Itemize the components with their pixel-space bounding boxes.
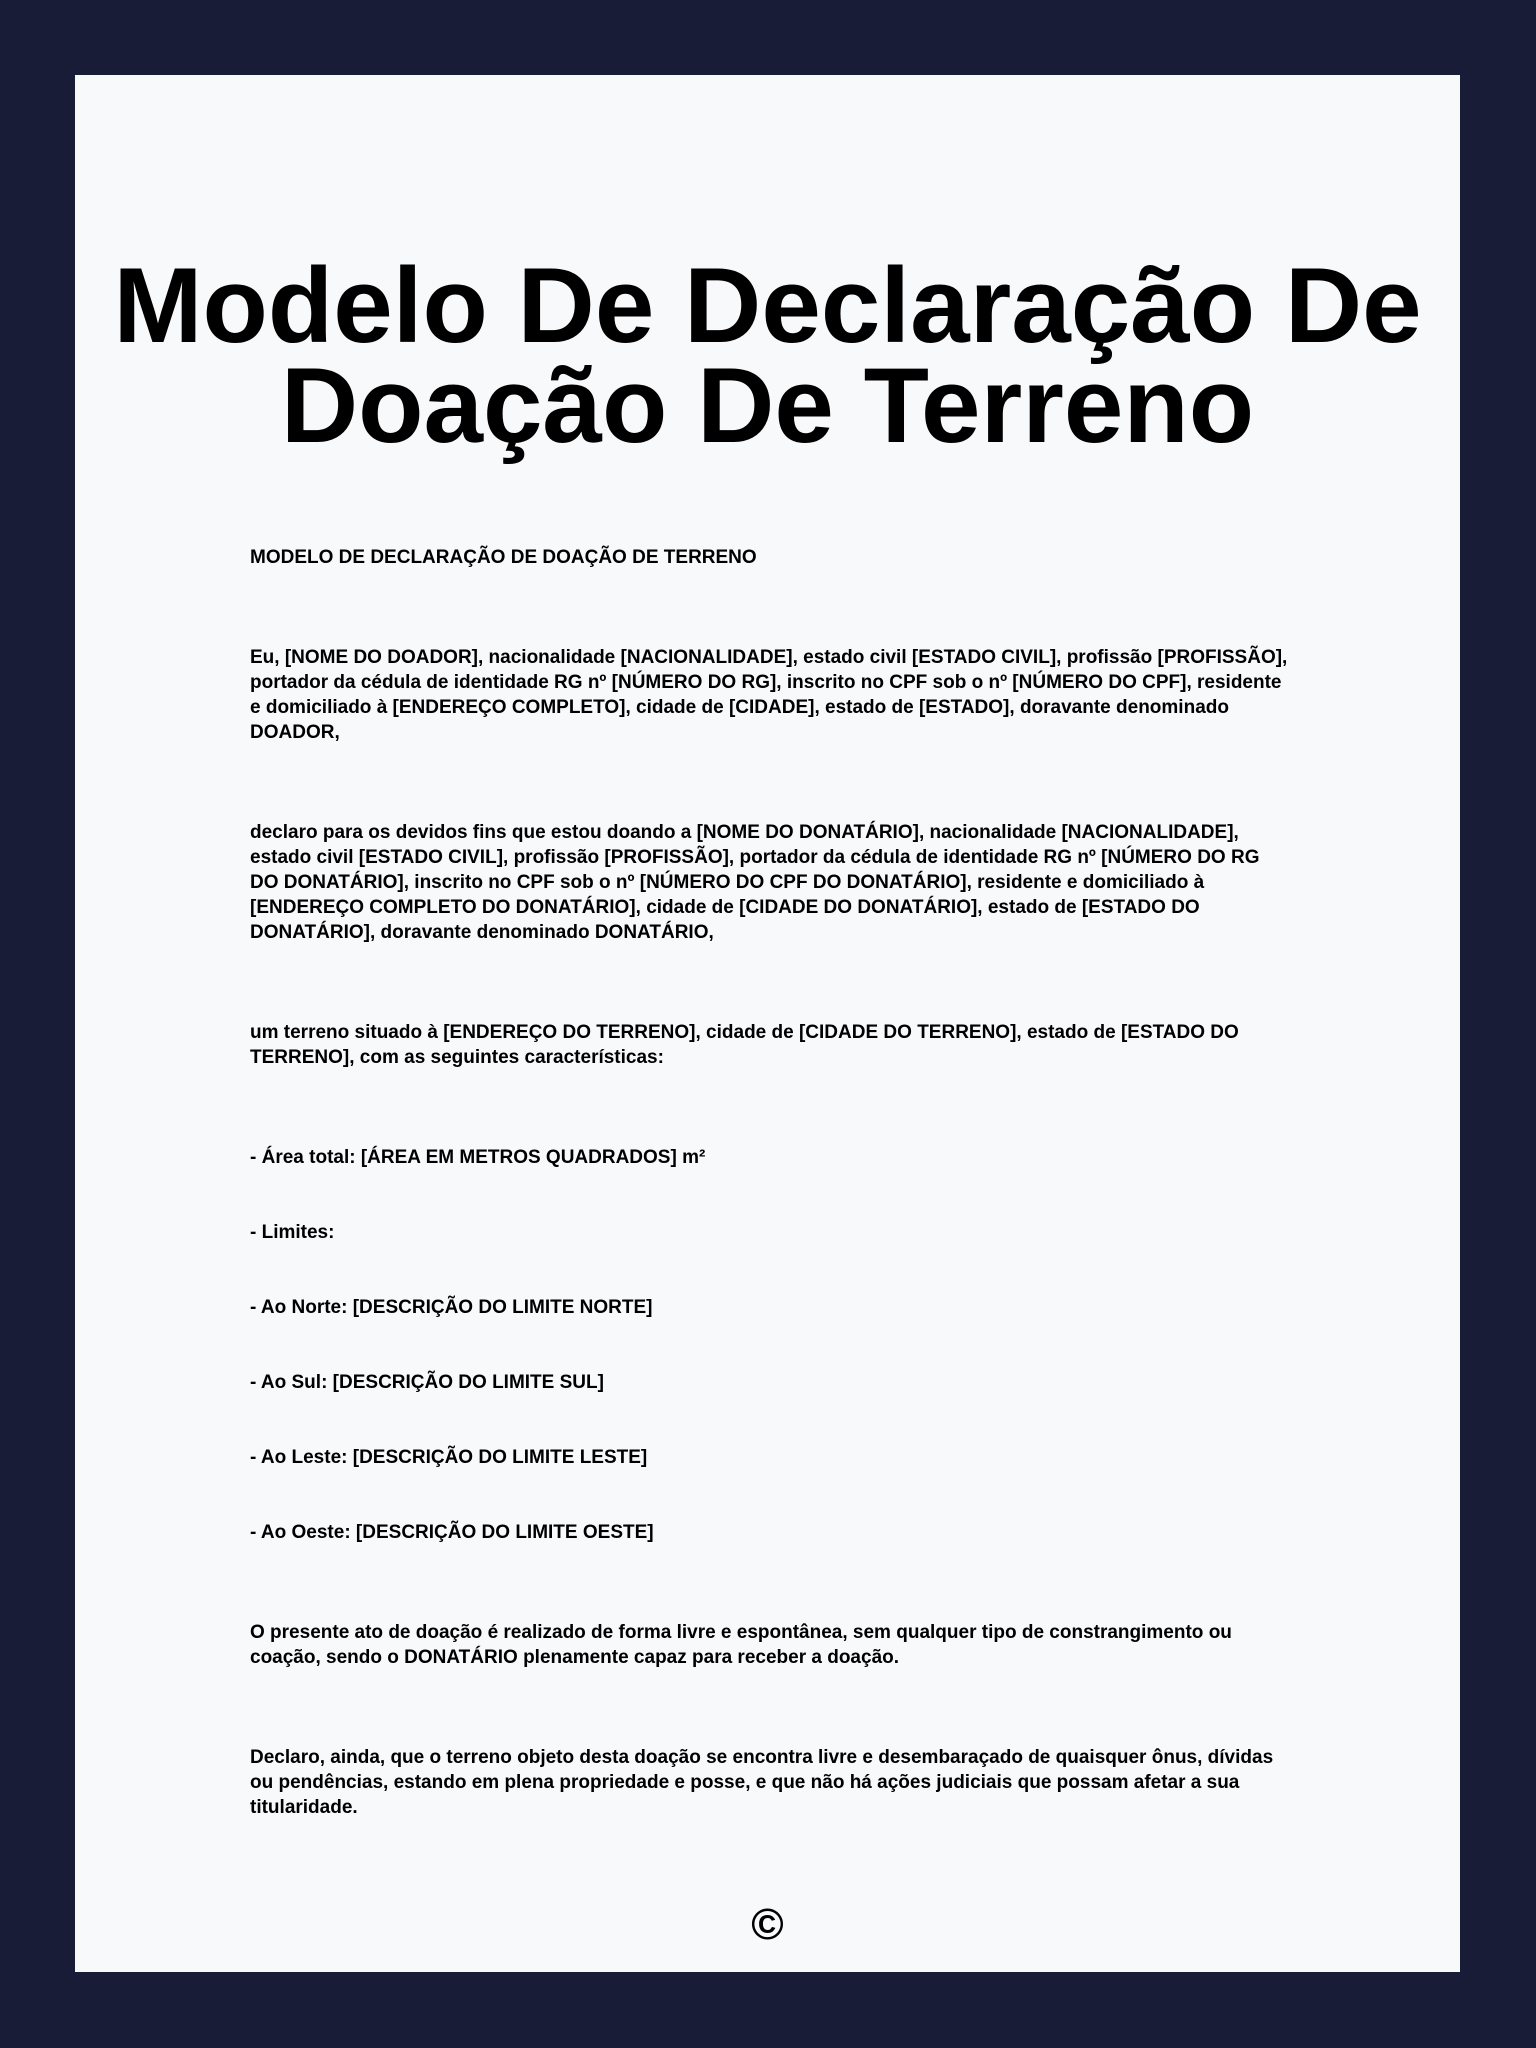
list-item-north: - Ao Norte: [DESCRIÇÃO DO LIMITE NORTE] [250,1297,653,1318]
list-item-limits: - Limites: [250,1222,335,1243]
paragraph-free-act: O presente ato de doação é realizado de forma livre e espontânea, sem qualquer tipo de constrangimento ou coação, sendo o DONATÁRIO plenamente capaz para receber a doação. [250,1622,1232,1668]
document-body [250,545,1290,1820]
list-item-south: - Ao Sul: [DESCRIÇÃO DO LIMITE SUL] [250,1372,604,1393]
list-item-east: - Ao Leste: [DESCRIÇÃO DO LIMITE LESTE] [250,1447,648,1468]
copyright-icon: © [751,1900,784,1949]
list-item-west: - Ao Oeste: [DESCRIÇÃO DO LIMITE OESTE] [250,1522,654,1543]
document-heading: MODELO DE DECLARAÇÃO DE DOAÇÃO DE TERRENO [250,547,757,568]
paragraph-donor: Eu, [NOME DO DOADOR], nacionalidade [NACIONALIDADE], estado civil [ESTADO CIVIL], profissão [PROFISSÃO], portador da cédula de identidade RG nº [NÚMERO DO RG], inscrito no CPF sob o nº [NÚMERO DO CPF], residente e domiciliado à [ENDEREÇO COMPLETO], cidade de [CIDADE], estado de [ESTADO], doravante denominado DOADOR, [250,647,1288,743]
document-page [75,75,1460,1972]
page-title: Modelo De Declaração De Doação De Terreno [113,245,1422,465]
paragraph-donee: declaro para os devidos fins que estou doando a [NOME DO DONATÁRIO], nacionalidade [NACIONALIDADE], estado civil [ESTADO CIVIL], profissão [PROFISSÃO], portador da cédula de identidade RG nº [NÚMERO DO RG DO DONATÁRIO], inscrito no CPF sob o nº [NÚMERO DO CPF DO DONATÁRIO], residente e domiciliado à [ENDEREÇO COMPLETO DO DONATÁRIO], cidade de [CIDADE DO DONATÁRIO], estado de [ESTADO DO DONATÁRIO], doravante denominado DONATÁRIO, [250,822,1260,943]
paragraph-land: um terreno situado à [ENDEREÇO DO TERRENO], cidade de [CIDADE DO TERRENO], estado de [ESTADO DO TERRENO], com as seguintes características: [250,1022,1239,1068]
list-item-area: - Área total: [ÁREA EM METROS QUADRADOS] m² [250,1147,706,1168]
paragraph-declaration: Declaro, ainda, que o terreno objeto desta doação se encontra livre e desembaraçado de quaisquer ônus, dívidas ou pendências, estando em plena propriedade e posse, e que não há ações judiciais que possam afetar a sua titularidade. [250,1747,1274,1818]
